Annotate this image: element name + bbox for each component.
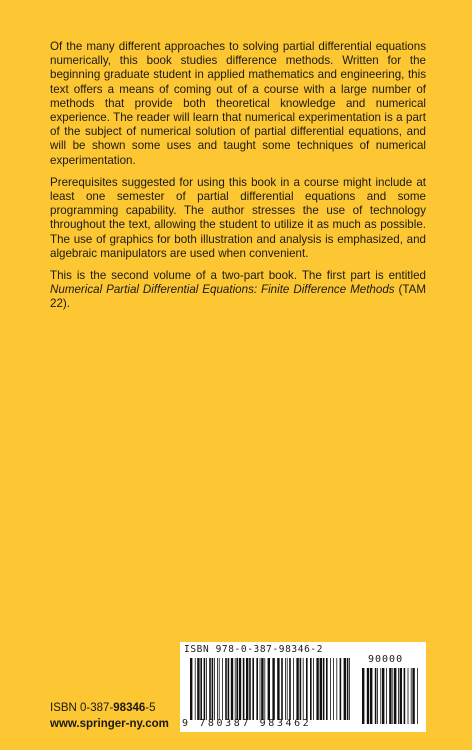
- description-paragraph-2: Prerequisites suggested for using this book in a course might include at least one semester of partial differential equations and some programming capability. The author stresses the use of technology throughout the text, allowing the student to utilize it as much as possible. The use of graphics for both illustration and analysis is emphasized, and algebraic manipulators are used when convenient.: [50, 175, 426, 260]
- price-addon-digits: 90000: [368, 654, 404, 665]
- paragraph-3-end: (TAM 22).: [50, 283, 426, 311]
- ean-barcode-icon: [190, 658, 350, 720]
- first-volume-title: Numerical Partial Differential Equations: Finite Difference Methods: [50, 283, 395, 297]
- isbn-prefix: ISBN 0-387-: [50, 702, 114, 714]
- ean-digits: 9 780387 983462: [182, 718, 312, 729]
- barcode-box: [180, 642, 426, 732]
- back-cover-description: [50, 40, 426, 320]
- addon-barcode-icon: [362, 668, 418, 724]
- isbn-publisher-info: [50, 700, 169, 732]
- isbn-10: [50, 700, 169, 716]
- isbn-suffix: -5: [145, 702, 156, 714]
- description-paragraph-3: [50, 269, 426, 312]
- description-paragraph-1: Of the many different approaches to solving partial differential equations numerically, this book studies difference methods. Written for the beginning graduate student in applied mathematics and engineering, this text offers a means of coming out of a course with a large number of methods that provide both theoretical knowledge and numerical experience. The reader will learn that numerical experimentation is a part of the subject of numerical solution of partial differential equations, and will be shown some uses and taught some techniques of numerical experimentation.: [50, 40, 426, 167]
- isbn-bold-part: 98346: [113, 702, 146, 714]
- isbn-13-label: ISBN 978-0-387-98346-2: [184, 644, 324, 655]
- paragraph-3-start: This is the second volume of a two-part book. The first part is entitled: [50, 269, 426, 283]
- publisher-website[interactable]: www.springer-ny.com: [50, 718, 169, 730]
